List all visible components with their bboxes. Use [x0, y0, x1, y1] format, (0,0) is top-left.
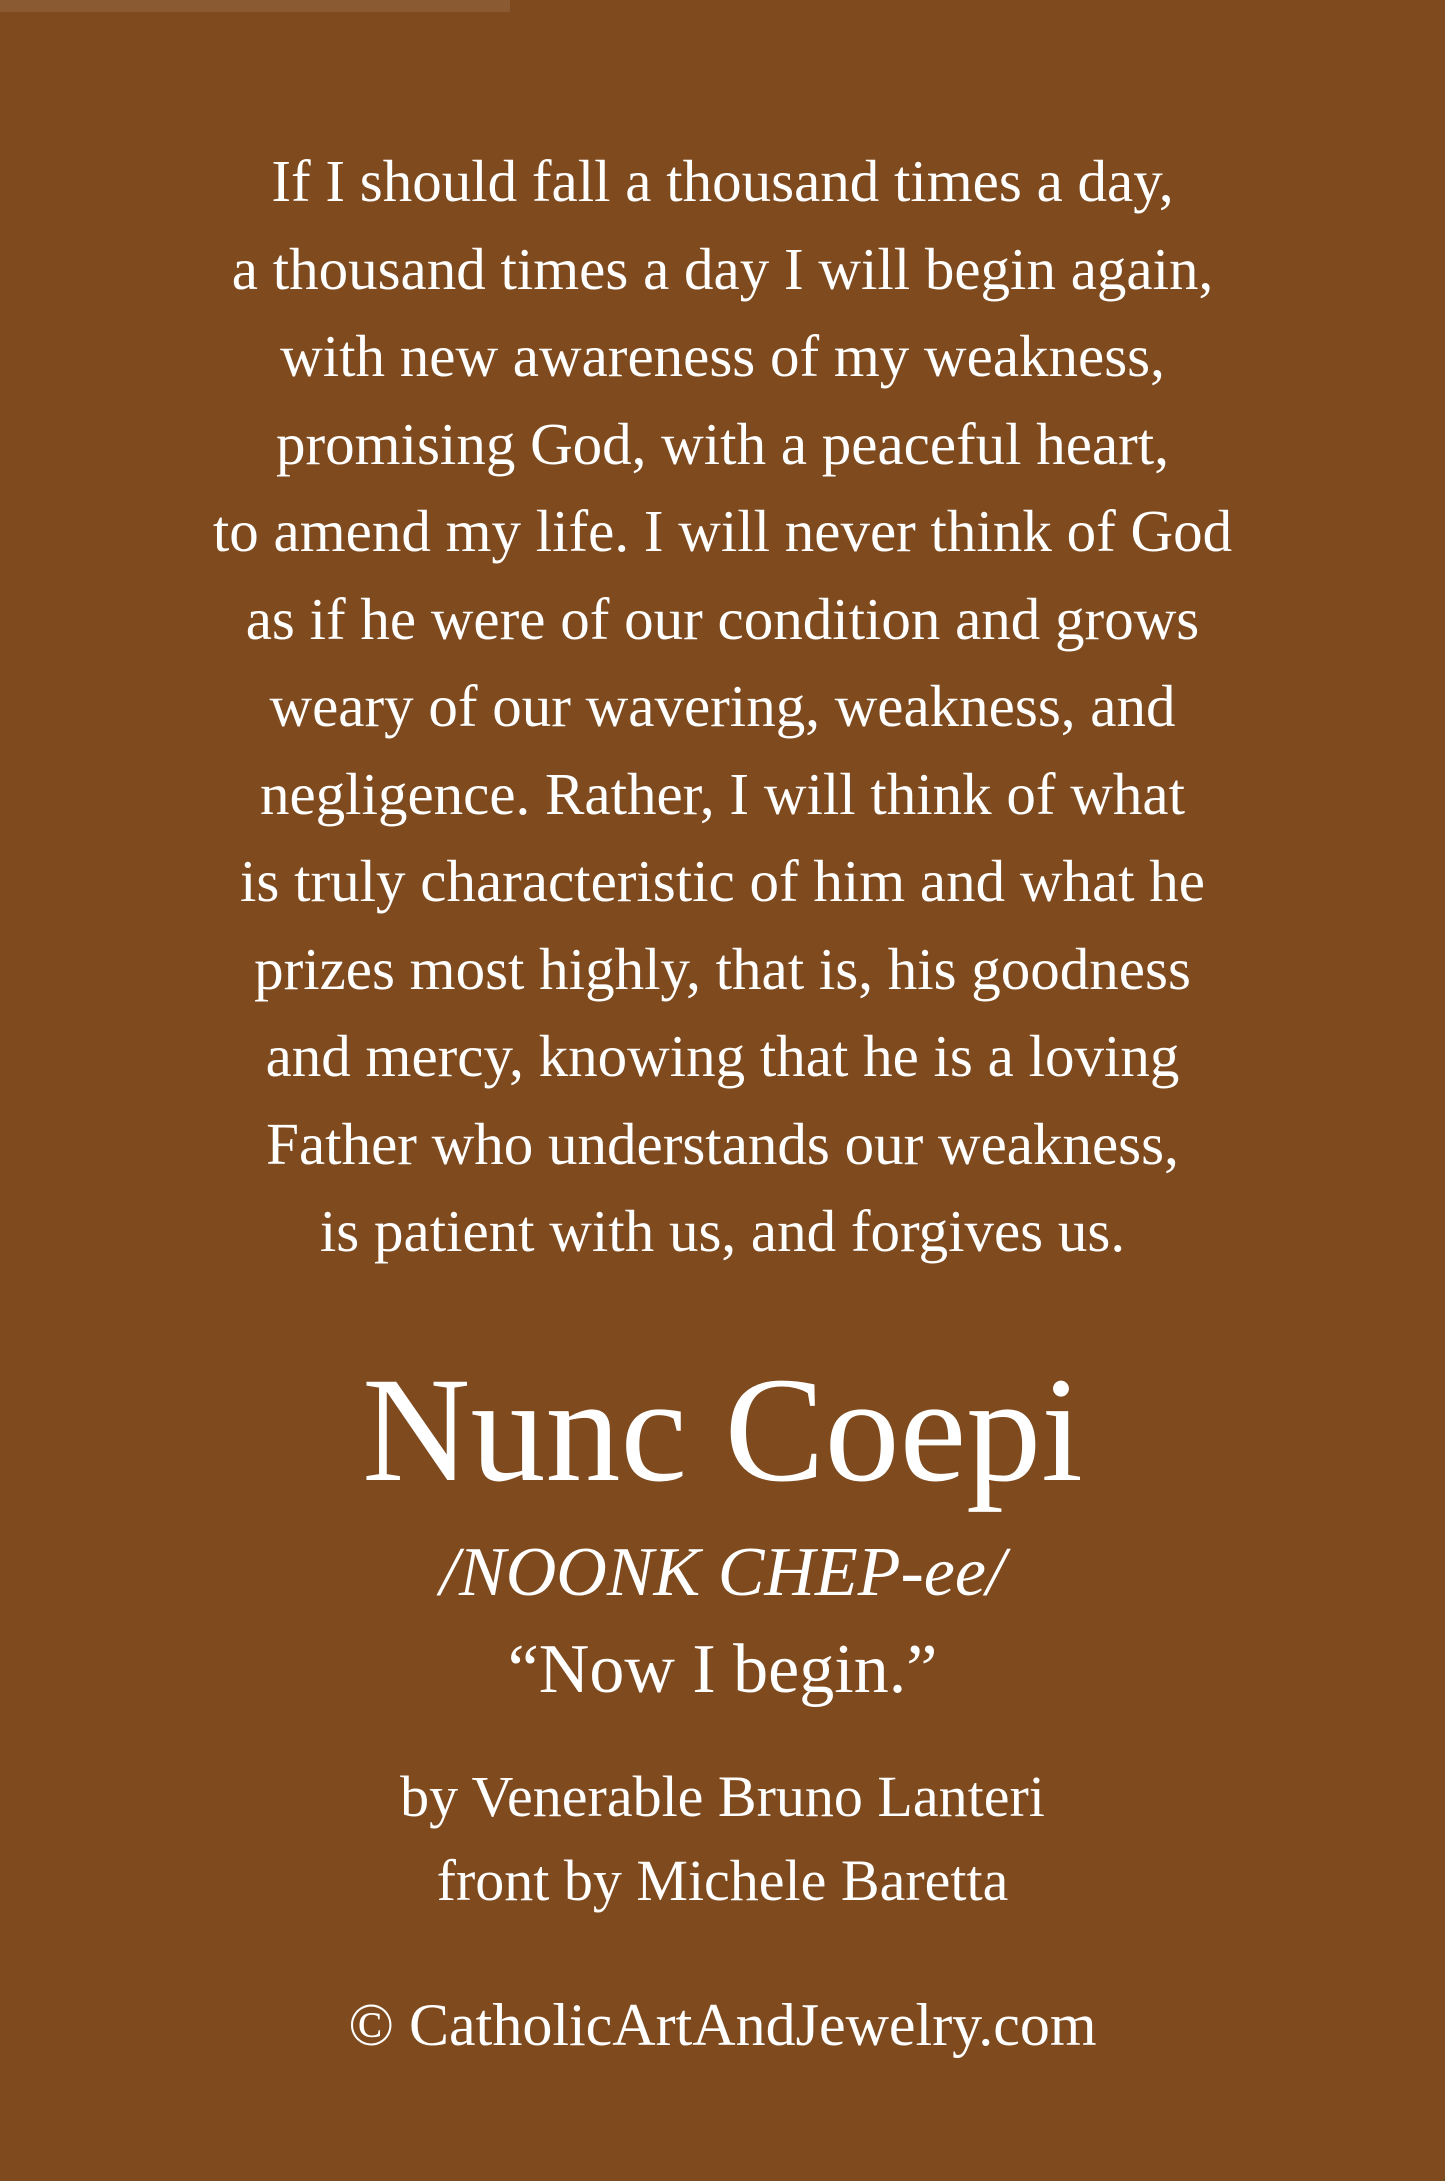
quote-line: a thousand times a day I will begin again,: [231, 235, 1214, 302]
author-credit: by Venerable Bruno Lanteri: [400, 1764, 1045, 1829]
quote-line: weary of our wavering, weakness, and: [269, 673, 1176, 739]
quote-line: Father who understands our weakness,: [266, 1110, 1179, 1177]
copyright-notice: © CatholicArtAndJewelry.com: [348, 1992, 1097, 2058]
quote-line: negligence. Rather, I will think of what: [260, 760, 1185, 827]
quote-line: If I should fall a thousand times a day,: [271, 148, 1174, 214]
corner-strip: [0, 0, 510, 12]
credits: [0, 1755, 1445, 1923]
translation: “Now I begin.”: [507, 1631, 938, 1708]
quote-line: prizes most highly, that is, his goodness: [254, 935, 1191, 1002]
quote-line: is truly characteristic of him and what he: [240, 848, 1205, 914]
page-title: Nunc Coepi: [362, 1347, 1083, 1513]
quote-line: is patient with us, and forgives us.: [319, 1198, 1126, 1264]
pronunciation: /NOONK CHEP-ee/: [439, 1534, 1006, 1611]
quote-line: as if he were of our condition and grows: [245, 585, 1200, 652]
quote-line: to amend my life. I will never think of God: [212, 498, 1233, 564]
front-credit: front by Michele Baretta: [436, 1848, 1009, 1913]
quote-line: promising God, with a peaceful heart,: [276, 410, 1169, 477]
quote-block: [0, 138, 1445, 1276]
quote-line: with new awareness of my weakness,: [280, 323, 1165, 389]
quote-line: and mercy, knowing that he is a loving: [265, 1023, 1180, 1089]
